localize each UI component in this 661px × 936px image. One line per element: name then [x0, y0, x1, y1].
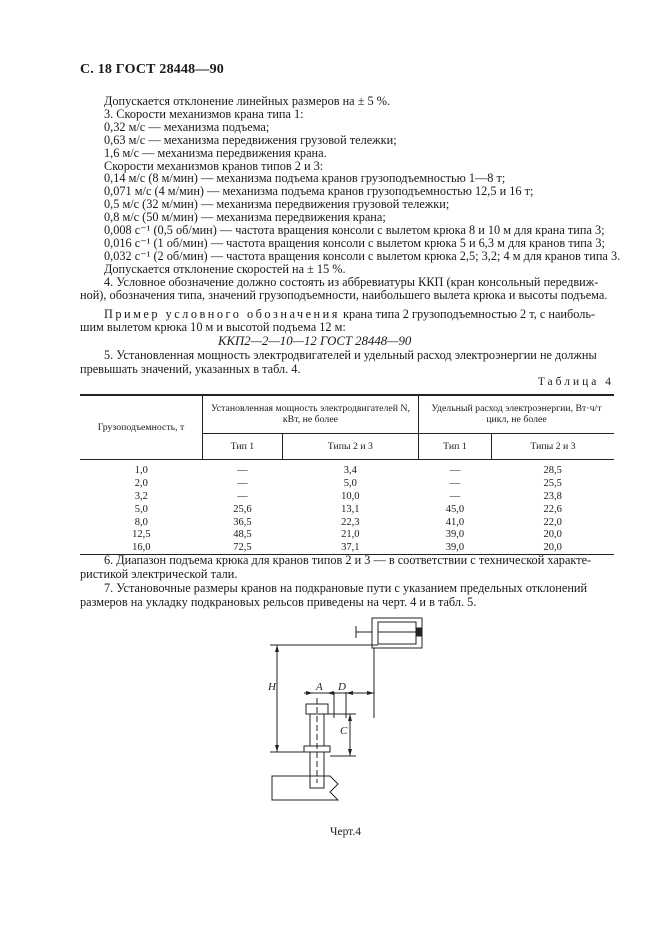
- example-line-1: [104, 307, 595, 321]
- table-row: [80, 490, 614, 503]
- subheader-power-type23: Типы 2 и 3: [282, 433, 418, 459]
- para5-line2: превышать значений, указанных в табл. 4.: [80, 362, 301, 376]
- table-body: [80, 459, 614, 555]
- label-c: C: [340, 725, 348, 737]
- table-cell: 3,2: [134, 490, 148, 502]
- table-cell: 3,4: [343, 465, 357, 477]
- body-line: 0,8 м/с (50 м/мин) — механизма передвижения крана;: [104, 210, 386, 225]
- para7-line1: 7. Установочные размеры кранов на подкрановые пути с указанием предельных отклонений: [104, 581, 588, 595]
- table-cell: 16,0: [80, 541, 203, 554]
- table-cell: 22,3: [341, 516, 360, 528]
- body-line: Скорости механизмов кранов типов 2 и 3:: [104, 158, 324, 173]
- body-line: ной), обозначения типа, значений грузоподъемности, наибольшего вылета крюка и высоты подъема.: [80, 287, 608, 302]
- table-cell: 39,0: [418, 541, 491, 554]
- example-label: Пример условного обозначения: [104, 307, 340, 321]
- label-d: D: [338, 681, 346, 693]
- body-line: 0,32 м/с — механизма подъема;: [104, 119, 270, 134]
- para6-line2: ристикой электрической тали.: [80, 567, 238, 581]
- table-cell: 25,6: [233, 503, 252, 515]
- table-cell: 45,0: [445, 503, 465, 515]
- table-cell: 39,0: [445, 529, 465, 541]
- table-cell: 8,0: [134, 516, 148, 528]
- table-cell: 28,5: [543, 465, 562, 477]
- table-cell: 21,0: [341, 529, 360, 541]
- para5-line1: 5. Установленная мощность электродвигателей и удельный расход электроэнергии не должны: [104, 348, 597, 362]
- table-cell: —: [449, 478, 461, 490]
- crane-dimension-drawing: [260, 608, 440, 808]
- table-cell: 10,0: [341, 490, 360, 502]
- body-line: 0,016 с⁻¹ (1 об/мин) — частота вращения консоли с вылетом крюка 5 и 6,3 м для кранов типа 3;: [104, 235, 605, 250]
- table-cell: 13,1: [341, 503, 360, 515]
- body-line: 1,6 м/с — механизма передвижения крана.: [104, 145, 327, 160]
- body-line: 0,14 м/с (8 м/мин) — механизма подъема кранов грузоподъемностью 1—8 т;: [104, 171, 506, 186]
- body-line: 0,008 с⁻¹ (0,5 об/мин) — частота вращения консоли с вылетом крюка 8 и 10 м для крана типа 3;: [104, 223, 605, 237]
- para7-line2: размеров на укладку подкрановых рельсов приведены на черт. 4 и в табл. 5.: [80, 595, 477, 609]
- body-line: 0,071 м/с (4 м/мин) — механизма подъема кранов грузоподъемностью 12,5 и 16 т;: [104, 184, 534, 199]
- body-line: 0,5 м/с (32 м/мин) — механизма передвижения грузовой тележки;: [104, 197, 450, 212]
- table-cell: 23,8: [543, 490, 562, 502]
- table-cell: 25,5: [543, 478, 562, 490]
- table-cell: 12,5: [132, 529, 151, 541]
- table-cell: 41,0: [445, 516, 465, 528]
- table-row: [80, 503, 614, 516]
- table-cell: 48,5: [233, 529, 252, 541]
- table-row: [80, 516, 614, 529]
- label-a: A: [316, 681, 323, 693]
- table-cell: 72,5: [203, 541, 283, 554]
- table-cell: 37,1: [282, 541, 418, 554]
- col-header-energy: Удельный расход электроэнергии, Вт·ч/т цикл, не более: [418, 395, 614, 433]
- body-line: Допускается отклонение линейных размеров на ± 5 %.: [104, 94, 391, 108]
- col-header-power: Установленная мощность электродвигателей N, кВт, не более: [203, 395, 419, 433]
- body-line: 3. Скорости механизмов крана типа 1:: [104, 106, 304, 121]
- subheader-energy-type1: Тип 1: [418, 433, 491, 459]
- table-cell: 22,0: [543, 516, 562, 528]
- body-line: 4. Условное обозначение должно состоять из аббревиатуры ККП (кран консольный передвиж-: [104, 274, 599, 289]
- designation-formula: ККП2—2—10—12 ГОСТ 28448—90: [218, 334, 412, 348]
- body-line: Допускается отклонение скоростей на ± 15 %.: [104, 261, 346, 276]
- table-cell: —: [237, 490, 248, 502]
- table-cell: —: [449, 490, 461, 502]
- table-cell: 22,6: [543, 503, 562, 515]
- example-line-2: шим вылетом крюка 10 м и высотой подъема 12 м:: [80, 320, 346, 334]
- figure-caption: Черт.4: [330, 826, 361, 838]
- body-line: 0,63 м/с — механизма передвижения грузовой тележки;: [104, 132, 397, 147]
- table-row: [80, 477, 614, 490]
- label-h: H: [268, 681, 276, 693]
- table-caption: Таблица 4: [537, 376, 614, 388]
- body-line: 0,032 с⁻¹ (2 об/мин) — частота вращения консоли с вылетом крюка 2,5; 3,2; 4 м для кранов типа 3.: [104, 248, 621, 263]
- table-row: [80, 528, 614, 541]
- col-header-load: Грузоподъемность, т: [80, 395, 203, 459]
- table-cell: —: [237, 478, 248, 490]
- table-cell: 2,0: [134, 478, 148, 490]
- table-row: [80, 465, 614, 478]
- subheader-energy-type23: Типы 2 и 3: [491, 433, 614, 459]
- table-cell: —: [449, 465, 461, 477]
- subheader-power-type1: Тип 1: [203, 433, 283, 459]
- table-cell: —: [237, 465, 248, 477]
- table-cell: 5,0: [343, 478, 357, 490]
- table-4: [80, 394, 614, 555]
- page-header: С. 18 ГОСТ 28448—90: [80, 62, 224, 77]
- para6-line1: 6. Диапазон подъема крюка для кранов типов 2 и 3 — в соответствии с технической характе-: [104, 553, 592, 567]
- example-rest: крана типа 2 грузоподъемностью 2 т, с наиболь-: [339, 307, 596, 321]
- table-cell: 5,0: [134, 503, 148, 515]
- table-cell: 20,0: [543, 529, 562, 541]
- table-cell: 1,0: [134, 465, 148, 477]
- table-cell: 36,5: [233, 516, 252, 528]
- table-cell: 20,0: [491, 541, 614, 554]
